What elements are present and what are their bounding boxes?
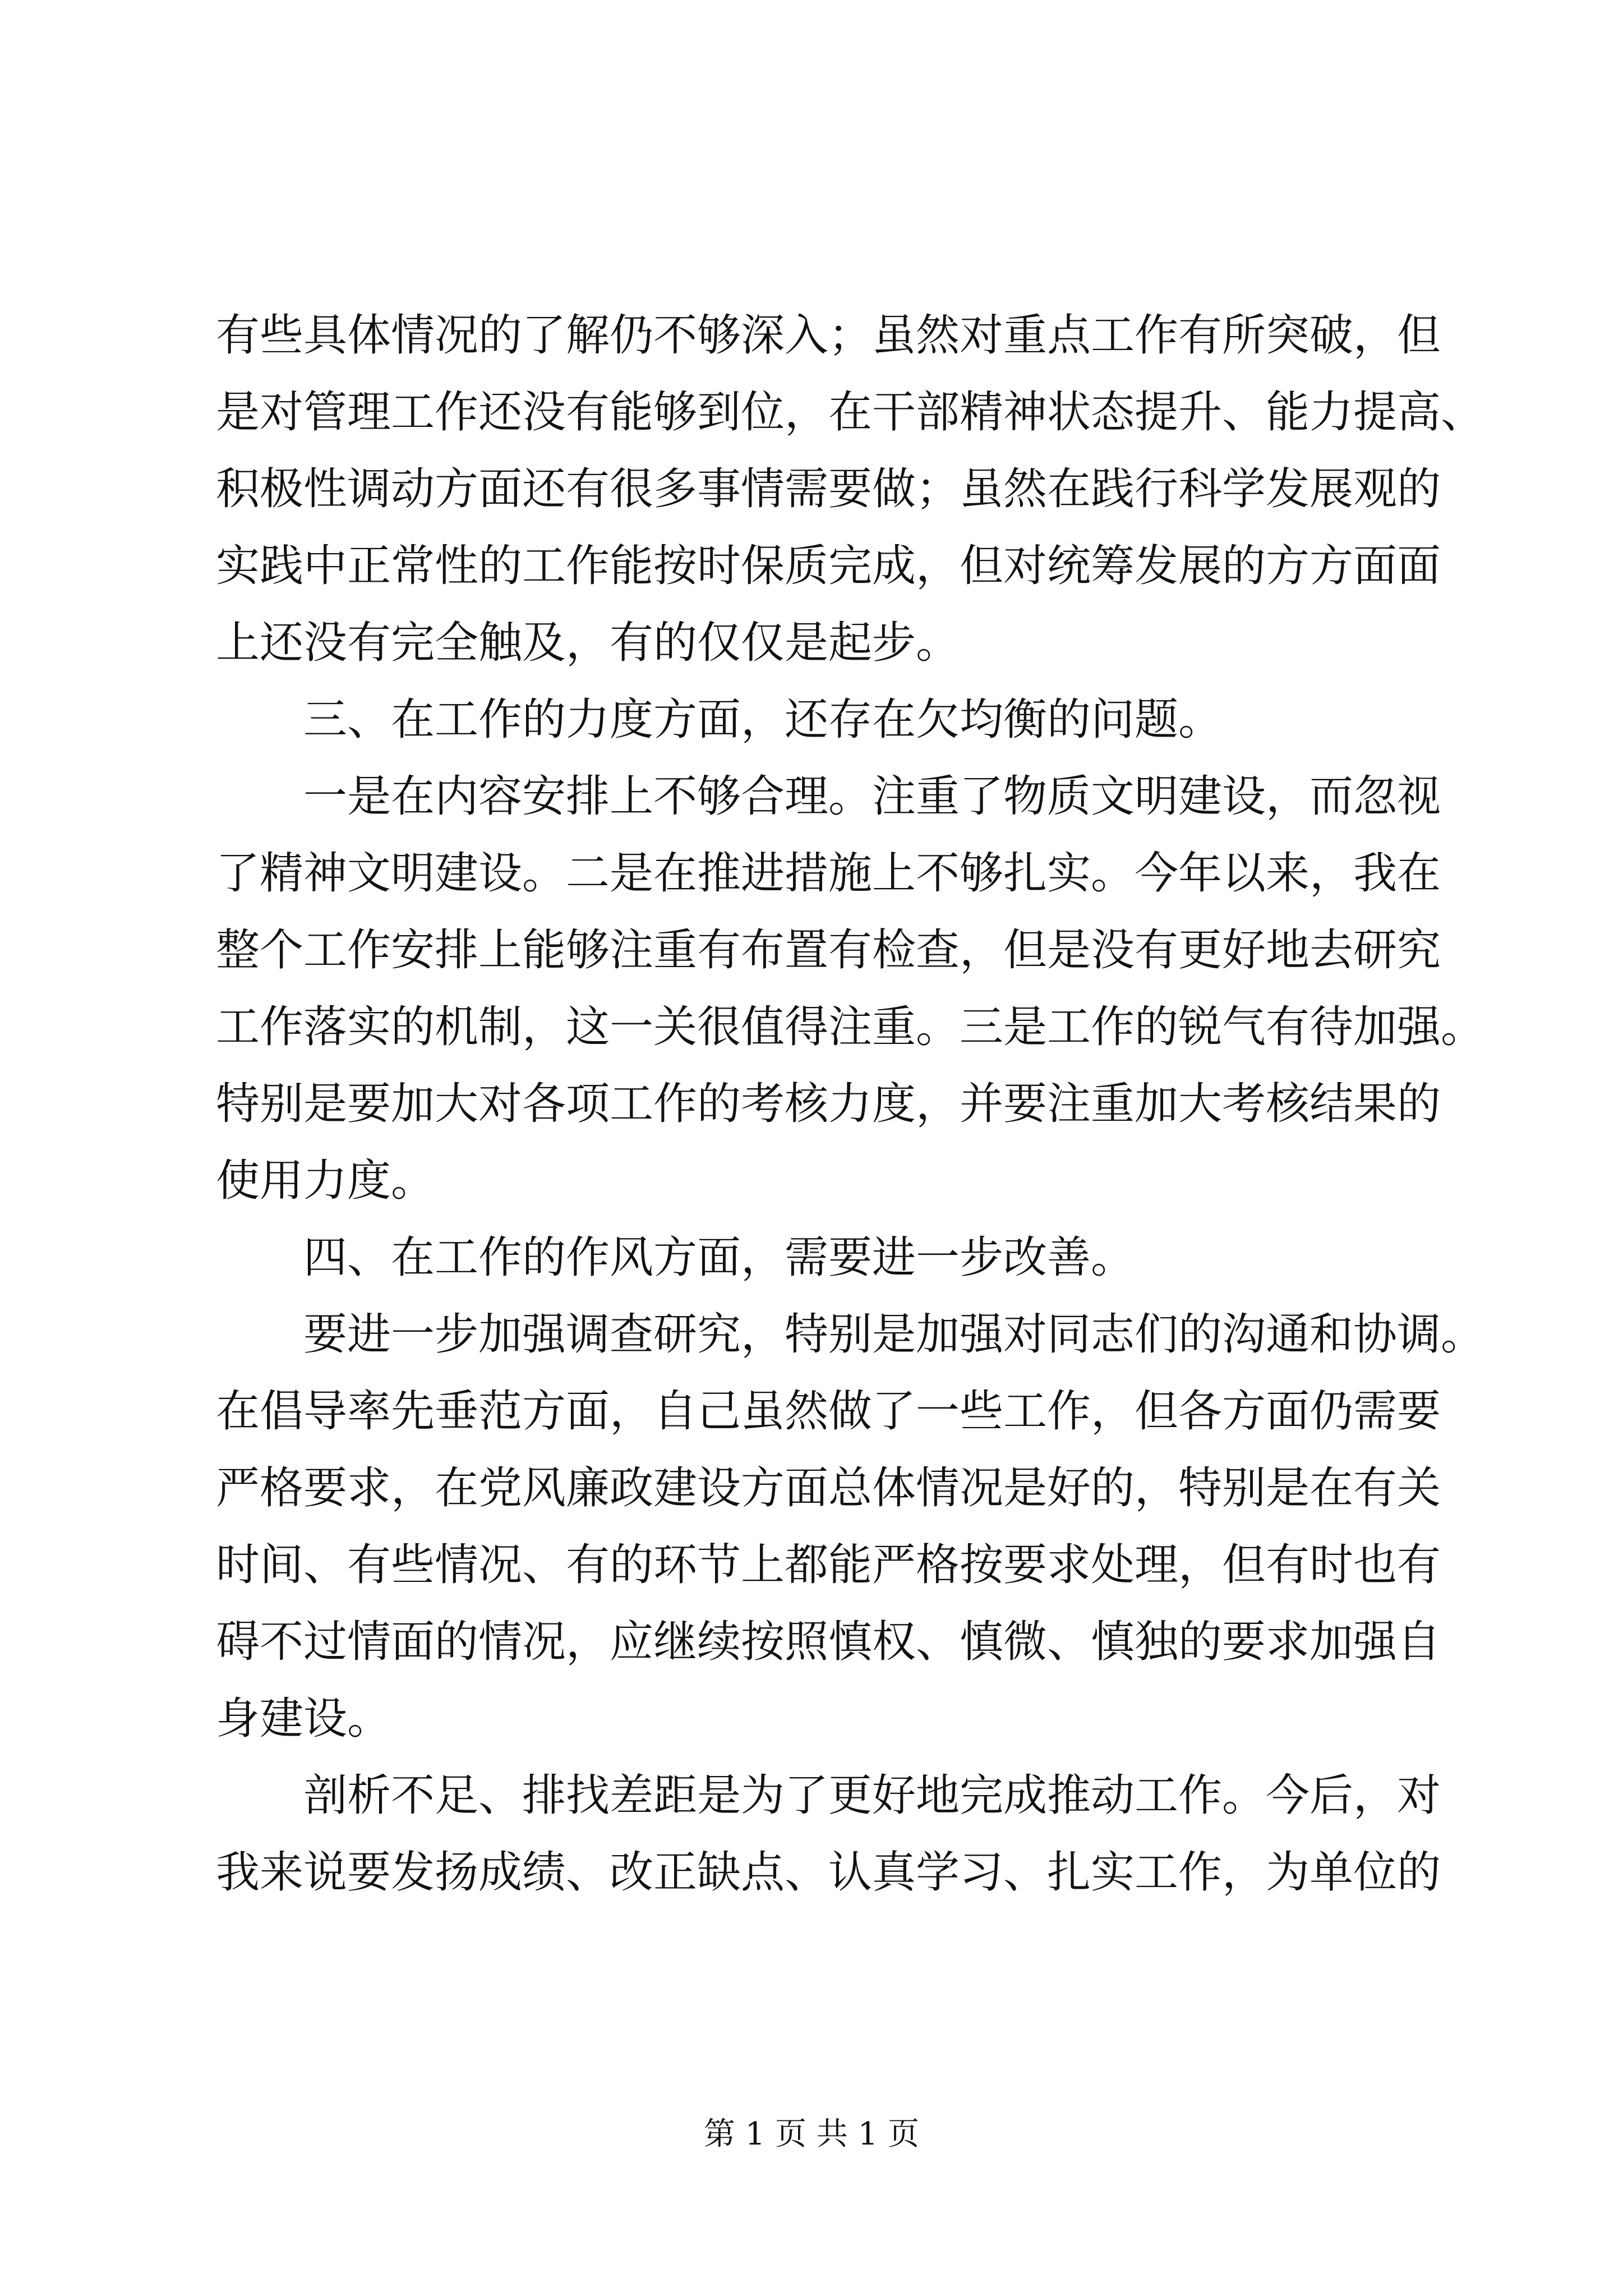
body-line: 我来说要发扬成绩、改正缺点、认真学习、扎实工作，为单位的 [216,1847,1441,1898]
section-heading: 四、在工作的作风方面，需要进一步改善。 [303,1232,1135,1283]
body-line: 工作落实的机制，这一关很值得注重。三是工作的锐气有待加强。 [216,1002,1485,1052]
document-body [216,297,1485,1911]
body-line: 使用力度。 [216,1156,435,1206]
body-line: 了精神文明建设。二是在推进措施上不够扎实。今年以来，我在 [216,848,1441,899]
body-line: 是对管理工作还没有能够到位，在干部精神状态提升、能力提高、 [216,387,1485,438]
body-line: 一是在内容安排上不够合理。注重了物质文明建设，而忽视 [303,771,1441,822]
body-line: 剖析不足、排找差距是为了更好地完成推动工作。今后，对 [303,1770,1441,1821]
body-line: 实践中正常性的工作能按时保质完成，但对统筹发展的方方面面 [216,541,1441,591]
body-line: 要进一步加强调查研究，特别是加强对同志们的沟通和协调。 [303,1309,1485,1360]
page-footer: 第 1 页 共 1 页 [703,2116,920,2152]
body-line: 严格要求，在党风廉政建设方面总体情况是好的，特别是在有关 [216,1463,1441,1513]
body-line: 有些具体情况的了解仍不够深入；虽然对重点工作有所突破，但 [216,310,1441,361]
body-line: 特别是要加大对各项工作的考核力度，并要注重加大考核结果的 [216,1079,1441,1129]
body-line: 碍不过情面的情况，应继续按照慎权、慎微、慎独的要求加强自 [216,1617,1441,1667]
body-line: 整个工作安排上能够注重有布置有检查，但是没有更好地去研究 [216,925,1441,976]
body-line: 时间、有些情况、有的环节上都能严格按要求处理，但有时也有 [216,1540,1441,1590]
body-line: 在倡导率先垂范方面，自己虽然做了一些工作，但各方面仍需要 [216,1386,1441,1437]
section-heading: 三、在工作的力度方面，还存在欠均衡的问题。 [303,694,1223,745]
body-line: 上还没有完全触及，有的仅仅是起步。 [216,618,960,668]
body-line: 积极性调动方面还有很多事情需要做；虽然在践行科学发展观的 [216,464,1441,514]
body-line: 身建设。 [216,1694,391,1744]
